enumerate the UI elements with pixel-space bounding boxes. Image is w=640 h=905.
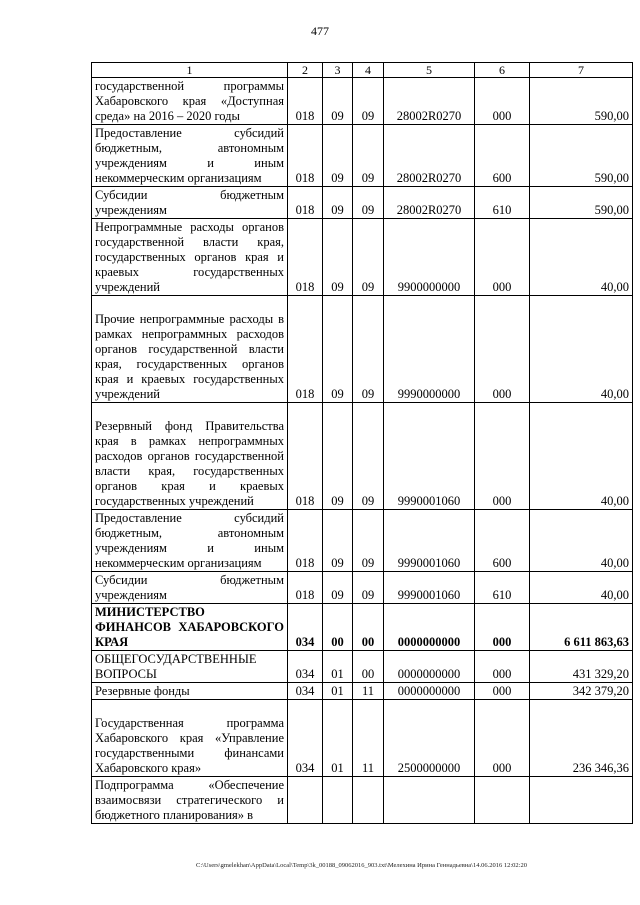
- expense-type-cell: 000: [475, 651, 530, 683]
- table-row: [92, 78, 633, 125]
- amount-cell: 590,00: [530, 78, 633, 125]
- ministry-code-cell: 018: [288, 572, 323, 604]
- section-code-cell: 09: [323, 125, 353, 187]
- expense-type-cell: 600: [475, 510, 530, 572]
- item-name-cell: Государственная программа Хабаровского края «Управление государственными финансами Хабаровского края»: [92, 700, 288, 777]
- item-name-cell: Субсидии бюджетным учреждениям: [92, 572, 288, 604]
- header-cell: 7: [530, 63, 633, 78]
- expense-type-cell: 000: [475, 296, 530, 403]
- subsection-code-cell: 09: [353, 187, 384, 219]
- ministry-code-cell: 018: [288, 296, 323, 403]
- target-article-cell: 28002R0270: [384, 125, 475, 187]
- subsection-code-cell: 09: [353, 125, 384, 187]
- section-code-cell: 01: [323, 700, 353, 777]
- header-cell: 4: [353, 63, 384, 78]
- target-article-cell: 0000000000: [384, 604, 475, 651]
- section-code-cell: 09: [323, 78, 353, 125]
- subsection-code-cell: 11: [353, 683, 384, 700]
- table-row: [92, 572, 633, 604]
- item-name-cell: ОБЩЕГОСУДАРСТВЕННЫЕ ВОПРОСЫ: [92, 651, 288, 683]
- expense-type-cell: 000: [475, 78, 530, 125]
- file-path-footer: C:\Users\gmelekhan\AppData\Local\Temp\3k_00188_09062016_903.txt\Мелехина Ирина Геннадьевна\14.06.2016 12:02:20: [196, 862, 527, 869]
- table-row: [92, 777, 633, 824]
- ministry-code-cell: 034: [288, 651, 323, 683]
- table-body: [92, 63, 633, 824]
- section-code-cell: 01: [323, 651, 353, 683]
- table-row: [92, 296, 633, 403]
- target-article-cell: 2500000000: [384, 700, 475, 777]
- table-row: [92, 700, 633, 777]
- header-cell: 3: [323, 63, 353, 78]
- section-code-cell: 01: [323, 683, 353, 700]
- target-article-cell: 0000000000: [384, 683, 475, 700]
- ministry-code-cell: 018: [288, 219, 323, 296]
- expense-type-cell: 610: [475, 572, 530, 604]
- table-header-row: [92, 63, 633, 78]
- amount-cell: 40,00: [530, 510, 633, 572]
- subsection-code-cell: 09: [353, 403, 384, 510]
- item-name-cell: Резервные фонды: [92, 683, 288, 700]
- amount-cell: 431 329,20: [530, 651, 633, 683]
- target-article-cell: 9990001060: [384, 572, 475, 604]
- item-name-cell: Субсидии бюджетным учреждениям: [92, 187, 288, 219]
- ministry-code-cell: 034: [288, 604, 323, 651]
- expense-type-cell: 000: [475, 700, 530, 777]
- item-name-cell: Предоставление субсидий бюджетным, автономным учреждениям и иным некоммерческим организациям: [92, 510, 288, 572]
- amount-cell: 40,00: [530, 296, 633, 403]
- section-code-cell: [323, 777, 353, 824]
- item-name-cell: Предоставление субсидий бюджетным, автономным учреждениям и иным некоммерческим организациям: [92, 125, 288, 187]
- item-name-cell: Резервный фонд Правительства края в рамках непрограммных расходов органов государственной власти края, государственных органов края и краевых государственных учреждений: [92, 403, 288, 510]
- expense-type-cell: 000: [475, 403, 530, 510]
- section-code-cell: 09: [323, 219, 353, 296]
- item-name-cell: государственной программы Хабаровского края «Доступная среда» на 2016 – 2020 годы: [92, 78, 288, 125]
- subsection-code-cell: [353, 777, 384, 824]
- target-article-cell: 9990001060: [384, 510, 475, 572]
- amount-cell: 40,00: [530, 219, 633, 296]
- ministry-code-cell: 018: [288, 510, 323, 572]
- amount-cell: 40,00: [530, 403, 633, 510]
- subsection-code-cell: 09: [353, 572, 384, 604]
- amount-cell: [530, 777, 633, 824]
- amount-cell: 40,00: [530, 572, 633, 604]
- item-name-cell: МИНИСТЕРСТВО ФИНАНСОВ ХАБАРОВСКОГО КРАЯ: [92, 604, 288, 651]
- target-article-cell: [384, 777, 475, 824]
- target-article-cell: 9900000000: [384, 219, 475, 296]
- header-cell: 2: [288, 63, 323, 78]
- subsection-code-cell: 09: [353, 78, 384, 125]
- target-article-cell: 28002R0270: [384, 187, 475, 219]
- section-code-cell: 09: [323, 403, 353, 510]
- expense-type-cell: 000: [475, 604, 530, 651]
- header-cell: 5: [384, 63, 475, 78]
- section-code-cell: 09: [323, 187, 353, 219]
- table-row: [92, 187, 633, 219]
- target-article-cell: 9990001060: [384, 403, 475, 510]
- item-name-cell: Подпрограмма «Обеспечение взаимосвязи стратегического и бюджетного планирования» в: [92, 777, 288, 824]
- ministry-code-cell: 034: [288, 683, 323, 700]
- ministry-code-cell: 018: [288, 187, 323, 219]
- page-number: 477: [311, 24, 329, 38]
- target-article-cell: 0000000000: [384, 651, 475, 683]
- expense-type-cell: 000: [475, 683, 530, 700]
- ministry-code-cell: [288, 777, 323, 824]
- section-code-cell: 00: [323, 604, 353, 651]
- table-row: [92, 604, 633, 651]
- table-row: [92, 219, 633, 296]
- header-cell: 6: [475, 63, 530, 78]
- subsection-code-cell: 09: [353, 219, 384, 296]
- item-name-cell: Прочие непрограммные расходы в рамках непрограммных расходов органов государственной власти края, государственных органов края и краевых государственных учреждений: [92, 296, 288, 403]
- subsection-code-cell: 11: [353, 700, 384, 777]
- amount-cell: 236 346,36: [530, 700, 633, 777]
- amount-cell: 342 379,20: [530, 683, 633, 700]
- amount-cell: 590,00: [530, 125, 633, 187]
- section-code-cell: 09: [323, 510, 353, 572]
- section-code-cell: 09: [323, 572, 353, 604]
- subsection-code-cell: 00: [353, 651, 384, 683]
- item-name-cell: Непрограммные расходы органов государственной власти края, государственных органов края и краевых государственных учреждений: [92, 219, 288, 296]
- table-row: [92, 510, 633, 572]
- subsection-code-cell: 09: [353, 296, 384, 403]
- expense-type-cell: 600: [475, 125, 530, 187]
- subsection-code-cell: 09: [353, 510, 384, 572]
- target-article-cell: 28002R0270: [384, 78, 475, 125]
- header-cell: 1: [92, 63, 288, 78]
- subsection-code-cell: 00: [353, 604, 384, 651]
- amount-cell: 6 611 863,63: [530, 604, 633, 651]
- table-row: [92, 125, 633, 187]
- budget-table: [91, 62, 633, 824]
- ministry-code-cell: 018: [288, 125, 323, 187]
- table-row: [92, 651, 633, 683]
- expense-type-cell: 610: [475, 187, 530, 219]
- target-article-cell: 9990000000: [384, 296, 475, 403]
- expense-type-cell: [475, 777, 530, 824]
- section-code-cell: 09: [323, 296, 353, 403]
- ministry-code-cell: 034: [288, 700, 323, 777]
- expense-type-cell: 000: [475, 219, 530, 296]
- table-row: [92, 403, 633, 510]
- amount-cell: 590,00: [530, 187, 633, 219]
- ministry-code-cell: 018: [288, 78, 323, 125]
- table-row: [92, 683, 633, 700]
- ministry-code-cell: 018: [288, 403, 323, 510]
